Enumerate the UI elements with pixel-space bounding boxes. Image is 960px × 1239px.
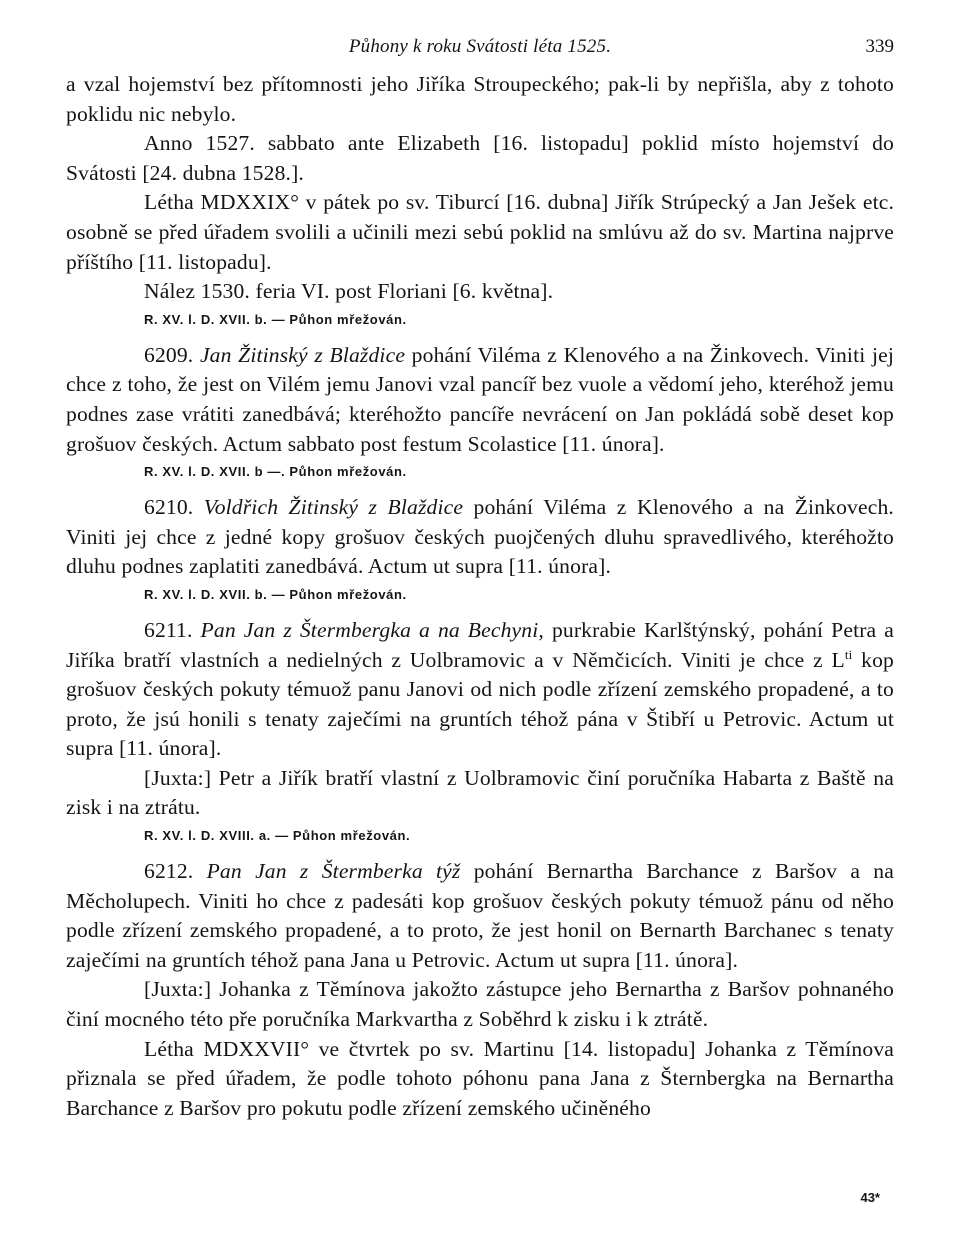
archive-note: R. XV. l. D. XVII. b. — Půhon mřežován. <box>144 311 407 327</box>
entry-text: pohání Viléma z Klenového a na Žinkovech. Viniti jej chce z toho, že jest on Vilém jemu Janovi vzal pancíř bez vuole a vědomí jeho, kteréhož jemu podnes zase vrátiti zanedbává; kteréhožto pancíře nevrácení on Jan pokládá sobě deset kop grošuov českých. Actum sabbato post festum Scolastice [11. února]. <box>66 342 894 456</box>
body-text <box>66 70 894 1123</box>
entry-text: pohání Bernartha Barchance z Baršov a na Měcholupech. Viniti ho chce z padesáti kop grošuov českých pokuty témuož pánu od něho podle zřízení zemského propadené, a to proto, že jest honil on Bernarth Barchanec s tenaty zaječími na gruntích téhož pana Jana u Petrovic. Actum ut supra [11. února]. <box>66 859 894 972</box>
archive-note: R. XV. l. D. XVIII. a. — Půhon mřežován. <box>144 828 411 844</box>
paragraph-nalez-1530: Nález 1530. feria VI. post Floriani [6. května]. <box>144 279 554 304</box>
page-number: 339 <box>865 36 894 57</box>
entry-6210 <box>66 493 894 582</box>
paragraph-continuation: a vzal hojemství bez přítomnosti jeho Jiříka Stroupeckého; pak-li by nepřišla, aby z tohoto poklidu nic nebylo. <box>66 72 894 126</box>
entry-text: pohání Viléma z Klenového a na Žinkovech. Viniti jej chce z jedné kopy grošuov českých puojčených dluhu spravedlivého, kteréhožto dluhu podnes zaplatiti zanedbává. Actum ut supra [11. února]. <box>66 495 894 579</box>
entry-number: 6210. <box>144 495 194 520</box>
running-head <box>66 34 894 70</box>
entry-6209 <box>66 341 894 459</box>
running-title: Půhony k roku Svátosti léta 1525. <box>348 36 612 57</box>
signature-mark: 43* <box>860 1190 880 1205</box>
entry-6211 <box>66 616 894 764</box>
juxta-6212: [Juxta:] Johanka z Těmínova jakožto zástupce jeho Bernartha z Baršov pohnaného činí mocného této pře poručníka Markvartha z Soběhrd k zisku i k ztrátě. <box>66 977 894 1032</box>
entry-number: 6212. <box>144 859 194 884</box>
archive-note: R. XV. l. D. XVII. b —. Půhon mřežován. <box>144 464 407 480</box>
superscript: ti <box>844 646 853 662</box>
entry-text: kop grošuov českých pokuty témuož panu Janovi od nich podle zřízení zemského propadené, a to proto, že jsú honili s tenaty zaječími na gruntích téhož pána v Štibří u Petrovic. Actum ut supra [11. února]. <box>66 647 894 761</box>
archive-note: R. XV. l. D. XVII. b. — Půhon mřežován. <box>144 586 407 602</box>
paragraph-anno-1527: Anno 1527. sabbato ante Elizabeth [16. listopadu] poklid místo hojemství do Svátosti [24. dubna 1528.]. <box>66 131 894 185</box>
entry-6212 <box>66 857 894 975</box>
juxta-6211: [Juxta:] Petr a Jiřík bratří vlastní z Uolbramovic činí poručníka Habarta z Baště na zisk i na ztrátu. <box>66 765 894 820</box>
entry-plaintiff: Voldřich Žitinský z Blaždice <box>203 495 464 520</box>
paragraph-letha-mdxxix: Létha MDXXIX° v pátek po sv. Tiburcí [16. dubna] Jiřík Strúpecký a Jan Ješek etc. osobně se před úřadem svolili a učinili mezi sebú poklid na smlúvu až do sv. Martina najprve příštího [11. listopadu]. <box>66 190 894 274</box>
entry-number: 6211. <box>144 617 193 642</box>
entry-plaintiff: Pan Jan z Štermbergka a na Bechyni, <box>200 617 544 642</box>
paragraph-letha-mdxxvii: Létha MDXXVII° ve čtvrtek po sv. Martinu [14. listopadu] Johanka z Těmínova přiznala se před úřadem, že podle tohoto póhonu pana Jana z Šternbergka na Bernartha Barchance z Baršov pro pokutu podle zřízení zemského učiněného <box>66 1036 894 1120</box>
entry-plaintiff: Jan Žitinský z Blaždice <box>199 342 406 367</box>
entry-text: purkrabie Karlštýnský, pohání Petra a Jiříka bratří vlastních a nedielných z Uolbramovic a v Němčicích. Viniti je chce z L <box>66 617 894 672</box>
entry-plaintiff: Pan Jan z Štermberka týž <box>206 859 461 884</box>
entry-number: 6209. <box>144 342 194 367</box>
